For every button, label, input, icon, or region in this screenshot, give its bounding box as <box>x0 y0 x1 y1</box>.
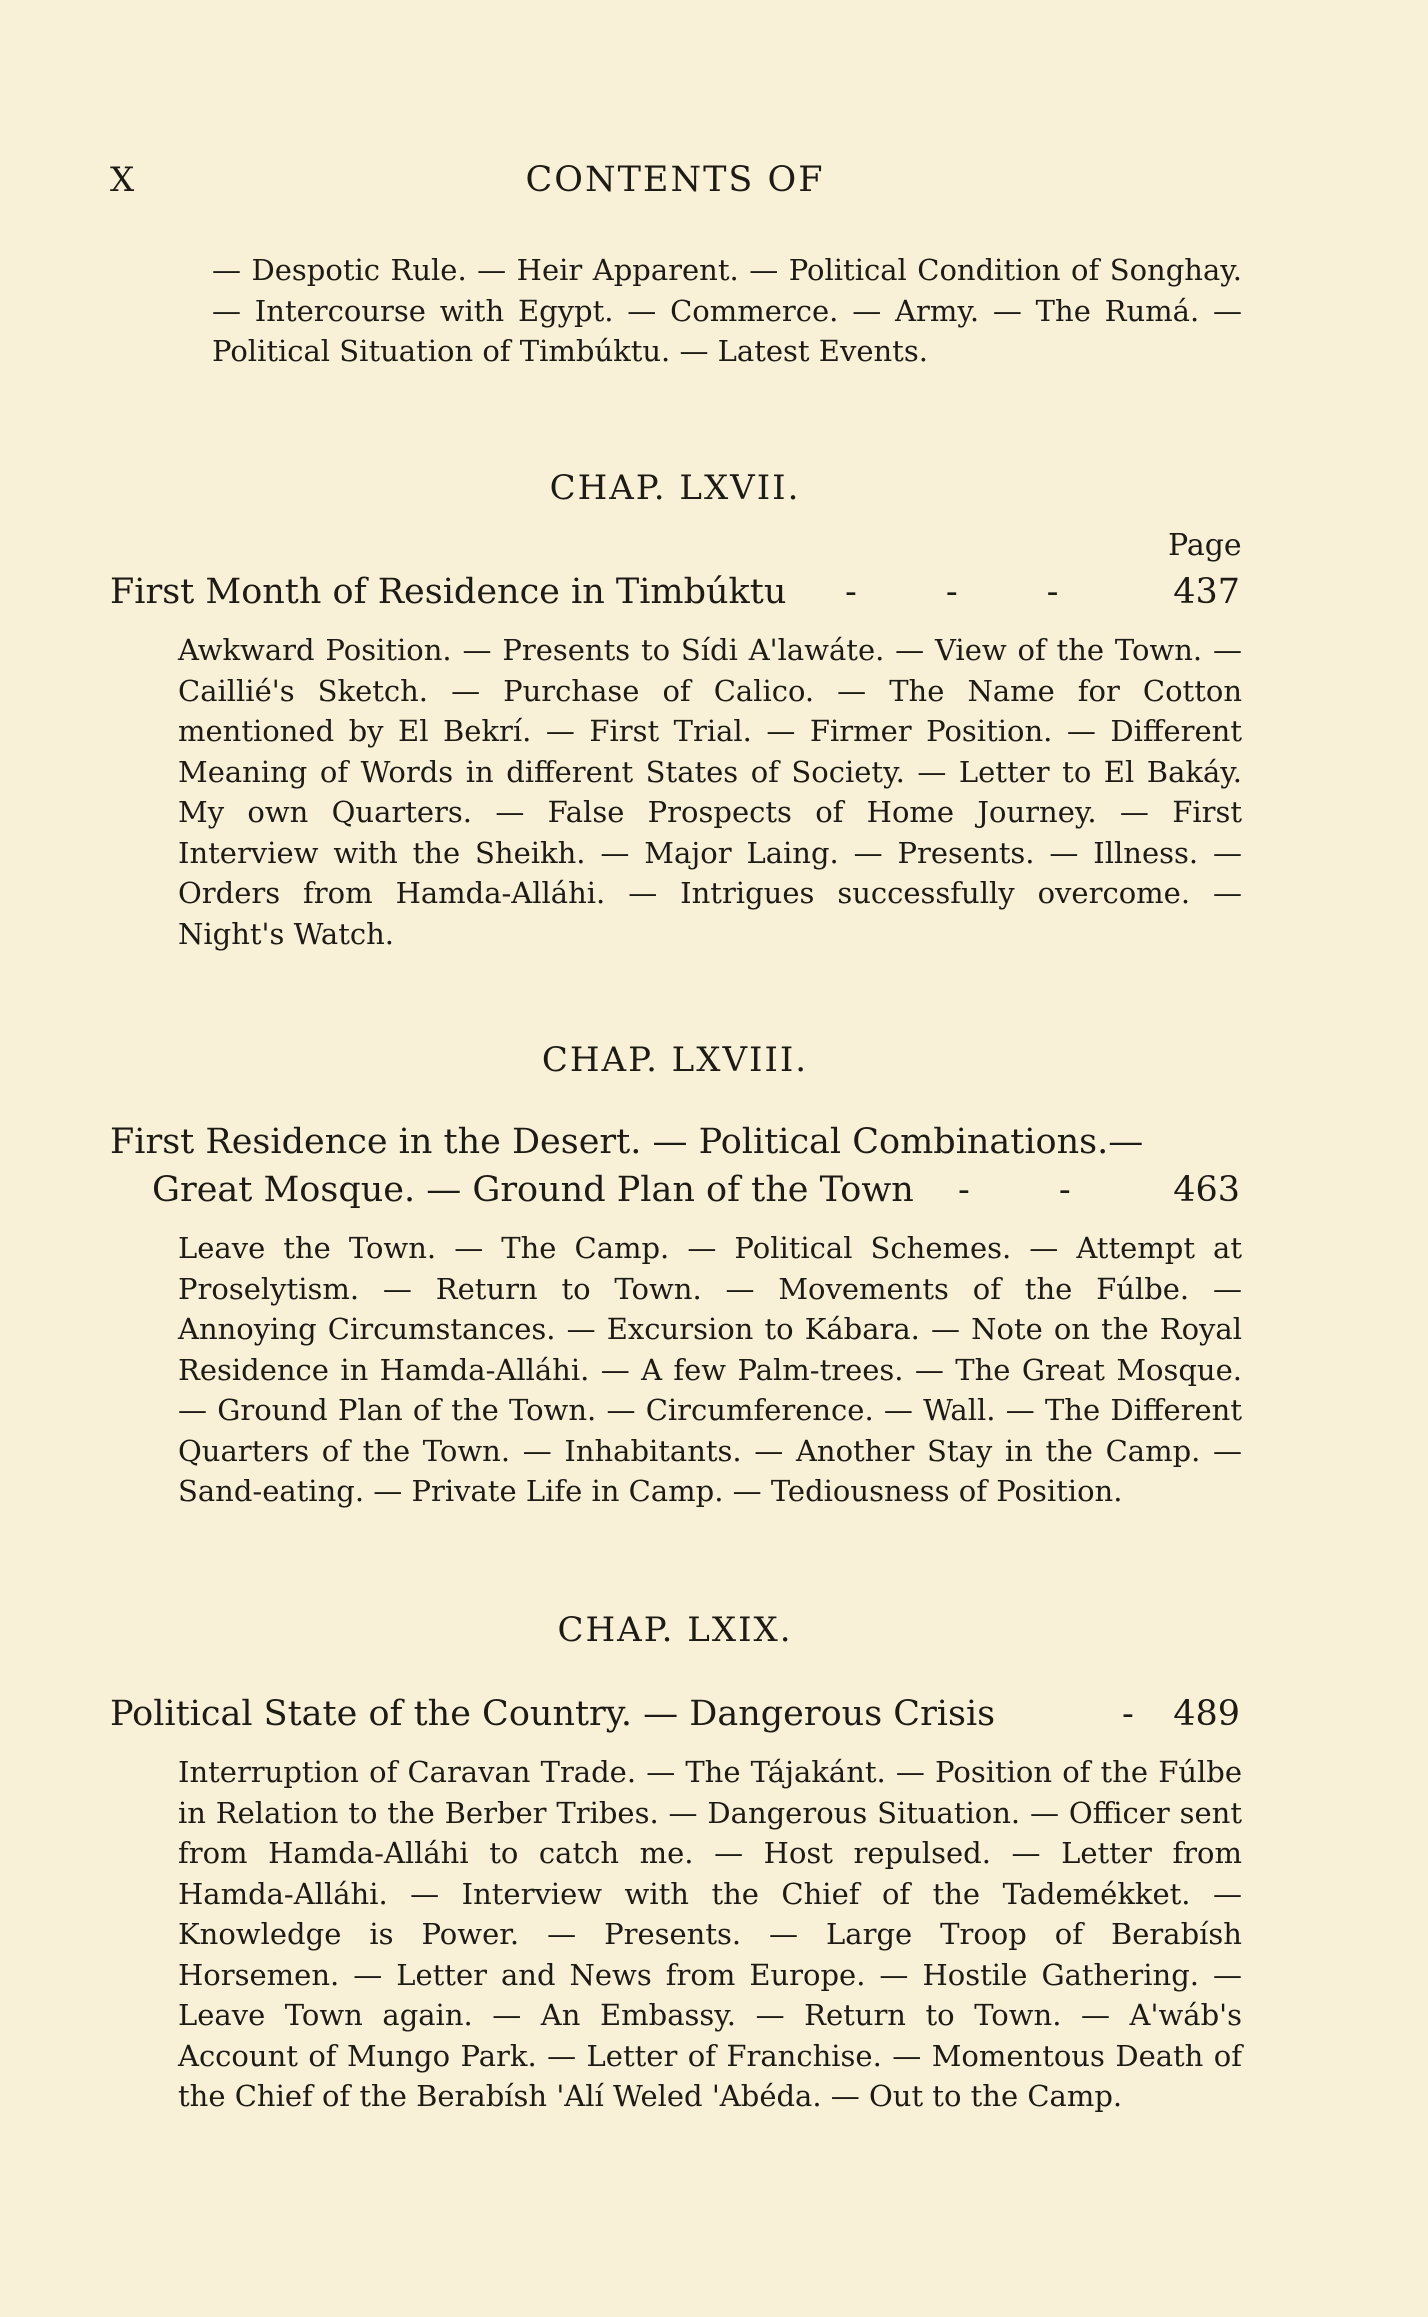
chapter-page-number: 489 <box>1173 1694 1240 1734</box>
page-header <box>110 160 1240 210</box>
chapter-summary: Leave the Town. — The Camp. — Political Schemes. — Attempt at Proselytism. — Return to Town. — Movements of the Fúlbe. — Annoying Circumstances. — Excursion to Kábara. — Note on the Royal Residence in Hamda-Alláhi. — A few Palm-trees. — The Great Mosque. — Ground Plan of the Town. — Circumference. — Wall. — The Different Quarters of the Town. — Inhabitants. — Another Stay in the Camp. — Sand-eating. — Private Life in Camp. — Tediousness of Position. <box>178 1231 1242 1508</box>
chapter-title: Political State of the Country. — Dangerous Crisis <box>110 1694 996 1734</box>
chapter-page-number: 437 <box>1173 572 1240 612</box>
chapter-summary: Awkward Position. — Presents to Sídi A'lawáte. — View of the Town. — Caillié's Sketch. — Purchase of Calico. — The Name for Cotton mentioned by El Bekrí. — First Trial. — Firmer Position. — Different Meaning of Words in different States of Society. — Letter to El Bakáy. My own Quarters. — False Prospects of Home Journey. — First Interview with the Sheikh. — Major Laing. — Presents. — Illness. — Orders from Hamda-Alláhi. — Intrigues successfully overcome. — Night's Watch. <box>178 633 1242 951</box>
chapter-title: First Residence in the Desert. — Political Combinations.— <box>110 1122 1144 1162</box>
dot-leader: - - - <box>845 572 1059 612</box>
chapter-title-continued: Great Mosque. — Ground Plan of the Town <box>152 1170 914 1210</box>
chapter-heading: CHAP. LXVII. <box>549 468 801 508</box>
chapter-page-number: 463 <box>1173 1170 1240 1210</box>
dot-leader: - - <box>958 1170 1071 1210</box>
page-column-label: Page <box>1168 528 1242 563</box>
chapter-summary: Interruption of Caravan Trade. — The Tájakánt. — Position of the Fúlbe in Relation to the Berber Tribes. — Dangerous Situation. — Officer sent from Hamda-Alláhi to catch me. — Host repulsed. — Letter from Hamda-Alláhi. — Interview with the Chief of the Tademékket. — Knowledge is Power. — Presents. — Large Troop of Berabísh Horsemen. — Letter and News from Europe. — Hostile Gathering. — Leave Town again. — An Embassy. — Return to Town. — A'wáb's Account of Mungo Park. — Letter of Franchise. — Momentous Death of the Chief of the Berabísh 'Alí Weled 'Abéda. — Out to the Camp. <box>178 1755 1242 2113</box>
chapter-heading: CHAP. LXIX. <box>557 1610 793 1650</box>
running-title: CONTENTS OF <box>525 160 825 200</box>
dot-leader: - <box>1122 1694 1134 1734</box>
chapter-heading: CHAP. LXVIII. <box>541 1040 809 1080</box>
intro-summary: — Despotic Rule. — Heir Apparent. — Political Condition of Songhay. — Intercourse with Egypt. — Commerce. — Army. — The Rumá. — Political Situation of Timbúktu. — Latest Events. <box>212 253 1242 368</box>
page-number: X <box>110 160 136 200</box>
chapter-title: First Month of Residence in Timbúktu <box>110 572 787 612</box>
